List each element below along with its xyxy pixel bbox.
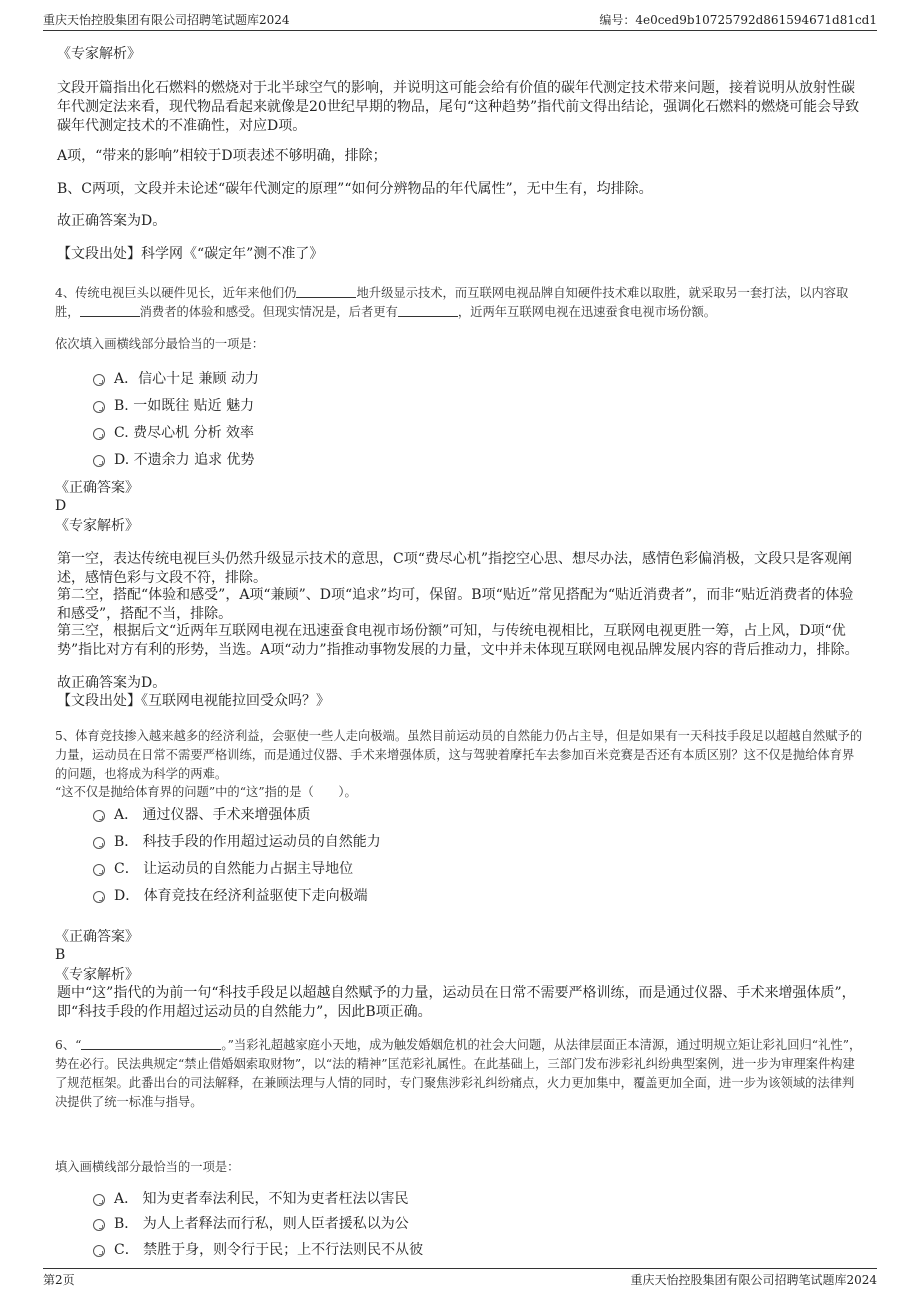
radio-icon[interactable] bbox=[93, 810, 105, 822]
q5-option-d[interactable]: D． 体育竞技在经济利益驱使下走向极端 bbox=[93, 886, 368, 906]
q3-analysis-label: 《专家解析》 bbox=[57, 46, 141, 62]
q4-option-a[interactable]: A．信心十足 兼顾 动力 bbox=[93, 369, 259, 389]
radio-icon[interactable] bbox=[93, 1194, 105, 1206]
header-title: 重庆天怡控股集团有限公司招聘笔试题库2024 bbox=[43, 13, 290, 27]
q5-option-a[interactable]: A． 通过仪器、手术来增强体质 bbox=[93, 805, 311, 825]
q3-conclusion: 故正确答案为D。 bbox=[57, 213, 167, 229]
page-number: 第2页 bbox=[43, 1273, 75, 1287]
q4-option-b[interactable]: B. 一如既往 贴近 魅力 bbox=[93, 396, 254, 416]
q4-analysis-3: 第三空，根据后文“近两年互联网电视在迅速蚕食电视市场份额”可知，与传统电视相比，互联网电视更胜一筹，占上风，D项“优势”指比对方有利的形势，当选。A项“动力”指推动事物发展的力量，文中并未体现互联网电视品牌发展内容的背后推动力，排除。 bbox=[57, 623, 859, 658]
footer-title: 重庆天怡控股集团有限公司招聘笔试题库2024 bbox=[630, 1273, 877, 1287]
q4-option-c[interactable]: C. 费尽心机 分析 效率 bbox=[93, 423, 254, 443]
q4-analysis-1: 第一空，表达传统电视巨头仍然升级显示技术的意思，C项“费尽心机”指挖空心思、想尽办法，感情色彩偏消极，文段只是客观阐述，感情色彩与文段不符，排除。 bbox=[57, 551, 853, 586]
blank-line bbox=[398, 303, 458, 317]
q4-conclusion: 故正确答案为D。 bbox=[57, 675, 167, 691]
q3-note-bc: B、C两项，文段并未论述“碳年代测定的原理”“如何分辨物品的年代属性”，无中生有，均排除。 bbox=[57, 181, 653, 197]
radio-icon[interactable] bbox=[93, 1245, 105, 1257]
q6-option-c[interactable]: C． 禁胜于身，则令行于民；上不行法则民不从彼 bbox=[93, 1240, 423, 1260]
q4-analysis-2: 第二空，搭配“体验和感受”，A项“兼顾”、D项“追求”均可，保留。B项“贴近”常见搭配为“贴近消费者”，而非“贴近消费者的体验和感受”，搭配不当，排除。 bbox=[57, 587, 854, 622]
radio-icon[interactable] bbox=[93, 455, 105, 467]
page-header bbox=[43, 10, 877, 31]
q4-answer-label: 《正确答案》 bbox=[55, 480, 139, 496]
q5-option-b[interactable]: B． 科技手段的作用超过运动员的自然能力 bbox=[93, 832, 381, 852]
q6-option-a[interactable]: A． 知为吏者奉法利民，不知为吏者枉法以害民 bbox=[93, 1189, 409, 1209]
radio-icon[interactable] bbox=[93, 428, 105, 440]
header-doc-id: 编号：4e0ced9b10725792d861594671d81cd1 bbox=[599, 13, 877, 27]
blank-line bbox=[296, 284, 356, 298]
q3-analysis: 文段开篇指出化石燃料的燃烧对于北半球空气的影响，并说明这可能会给有价值的碳年代测定技术带来问题，接着说明从放射性碳年代测定法来看，现代物品看起来就像是20世纪早期的物品，尾句“这种趋势”指代前文得出结论，强调化石燃料的燃烧可能会导致碳年代测定技术的不准确性，对应D项。 bbox=[57, 80, 860, 134]
q4-analysis-label: 《专家解析》 bbox=[55, 518, 139, 534]
q5-answer: B bbox=[55, 947, 66, 963]
radio-icon[interactable] bbox=[93, 401, 105, 413]
blank-line bbox=[81, 1036, 221, 1050]
q5-question: “这不仅是抛给体育界的问题”中的“这”指的是（ ）。 bbox=[55, 785, 357, 799]
q6-stem: 6、“ 。”当彩礼超越家庭小天地，成为触发婚姻危机的社会大问题，从法律层面正本清源，通过明规立矩让彩礼回归“礼性”，势在必行。民法典规定“禁止借婚姻索取财物”，以“法的精神”匡范彩礼属性。在此基础上，三部门发布涉彩礼纠纷典型案例，进一步为审理案件构建了规范框架。此番出台的司法解释，在兼顾法理与人情的同时，专门聚焦涉彩礼纠纷痛点，火力更加集中，覆盖更加全面，进一步为该领域的法律判决提供了统一标准与指导。 bbox=[55, 1038, 862, 1109]
q4-option-d[interactable]: D. 不遗余力 追求 优势 bbox=[93, 450, 255, 470]
radio-icon[interactable] bbox=[93, 891, 105, 903]
blank-line bbox=[80, 303, 140, 317]
q5-answer-label: 《正确答案》 bbox=[55, 929, 139, 945]
q3-note-a: A项，“带来的影响”相较于D项表述不够明确，排除； bbox=[57, 148, 387, 164]
q4-answer: D bbox=[55, 498, 67, 514]
q5-analysis-label: 《专家解析》 bbox=[55, 967, 139, 983]
radio-icon[interactable] bbox=[93, 1219, 105, 1231]
q4-instruction: 依次填入画横线部分最恰当的一项是： bbox=[55, 337, 265, 351]
radio-icon[interactable] bbox=[93, 374, 105, 386]
radio-icon[interactable] bbox=[93, 837, 105, 849]
q5-option-c[interactable]: C． 让运动员的自然能力占据主导地位 bbox=[93, 859, 353, 879]
q4-source: 【文段出处】《互联网电视能拉回受众吗？》 bbox=[57, 693, 330, 709]
q6-option-b[interactable]: B． 为人上者释法而行私，则人臣者援私以为公 bbox=[93, 1214, 409, 1234]
q4-stem: 4、传统电视巨头以硬件见长，近年来他们仍 地升级显示技术，而互联网电视品牌自知硬件技术难以取胜，就采取另一套打法，以内容取胜， 消费者的体验和感受。但现实情况是，后者更有 ，近两年互联网电视在迅速蚕食电视市场份额。 bbox=[55, 286, 849, 319]
q5-stem: 5、体育竞技掺入越来越多的经济利益，会驱使一些人走向极端。虽然目前运动员的自然能力仍占主导，但是如果有一天科技手段足以超越自然赋予的力量，运动员在日常不需要严格训练，而是通过仪器、手术来增强体质，这与驾驶着摩托车去参加百米竞赛是否还有本质区别？这不仅是抛给体育界的问题，也将成为科学的两难。 bbox=[55, 729, 863, 781]
q5-analysis: 题中“这”指代的为前一句“科技手段足以超越自然赋予的力量，运动员在日常不需要严格训练，而是通过仪器、手术来增强体质”，即“科技手段的作用超过运动员的自然能力”，因此B项正确。 bbox=[57, 985, 856, 1020]
q3-source: 【文段出处】科学网《“碳定年”测不准了》 bbox=[57, 246, 324, 262]
radio-icon[interactable] bbox=[93, 864, 105, 876]
page-footer bbox=[43, 1268, 877, 1289]
q6-instruction: 填入画横线部分最恰当的一项是： bbox=[55, 1160, 240, 1174]
